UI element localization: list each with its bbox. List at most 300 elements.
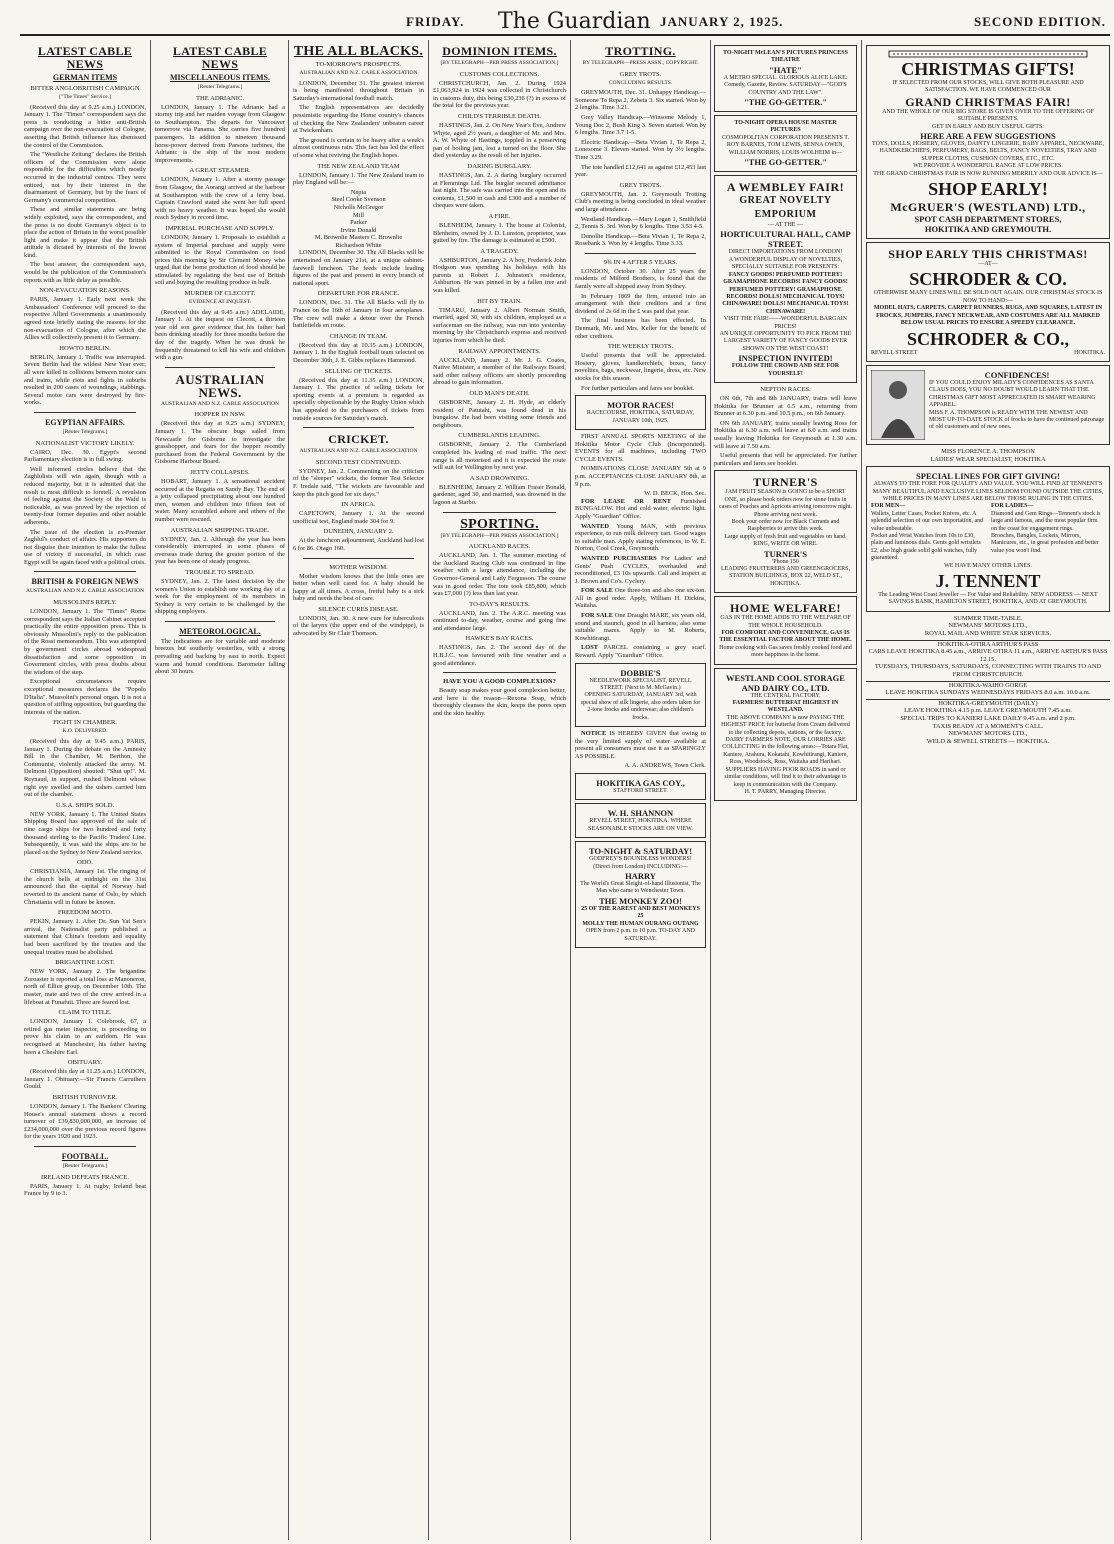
lady-illustration-icon [871, 370, 925, 440]
column-rule [861, 40, 862, 1540]
headline: LATEST CABLE NEWS [172, 44, 268, 71]
ad-title: WESTLAND COOL STORAGE AND DAIRY CO., LTD. [726, 672, 845, 693]
subhead: NATIONALIST VICTORY LIKELY. [35, 439, 135, 447]
ad-text: WE HAVE MANY OTHER LINES. [944, 562, 1032, 569]
subhead: AUCKLAND RACES. [468, 543, 531, 551]
ornament-border-icon [888, 50, 1088, 58]
article-text: The "Westliche Zeitung" declares the British officers of the Commission were alone responsible for the difficulties which mostly occurred in the industrial centres. They were enticed, not by their interest in the disarmament of Germany, but by the fears of Germany's commercial competition. [24, 151, 146, 204]
article-text: The issue of the election is ex-Premier Zaghlul's conduct of affairs. His supporters do not disguise their intention to make the fullest use of victory if successful, in which case Egypt will be again faced with a political crisis. [24, 528, 146, 566]
ad-text: RING, WRITE OR WIRE. [753, 541, 818, 548]
column-rule [150, 40, 151, 1540]
article-text: NEW YORK, January 2. The brigantine Zoroaster is reported a total loss at Manoneron, north of Ellice group, on December 10th. The master, mate and two of the crew arrived in a lifeboat at Funafuti. Three are feared lost. [24, 968, 146, 1006]
issue-day: FRIDAY. [406, 14, 465, 29]
source-line: ["The Times" Service.] [59, 94, 111, 100]
source-line: [Reuter Telegrams.] [197, 84, 243, 90]
ad-text: DAIRY FARMERS NOTE, OUR LORRIES ARE COLLECTING in the following areas:—Totara Flat, Kaniere, Arahura, Kokatahi, Kowhitirangi, Kaniere, Ross, Woodstock, Ross, Waitaha and Harihari. [722, 737, 849, 766]
article-text: Dunollie Handicap.—Beta Vivian 1, Te Repa 2, Rosebank 3. Won by 4 lengths. Time 3.33. [575, 232, 706, 248]
ad-text: OPENING SATURDAY, JANUARY 3rd, with special show of silk lingerie, also orders taken for 2-tone frocks and underwear; also children's frocks. [580, 692, 701, 721]
ad-text: ALWAYS TO THE FORE FOR QUALITY AND VALUE. YOU WILL FIND AT TENNENT'S MANY BEAUTIFUL AND EXCLUSIVE LINES SELDOM FOUND OUTSIDE THE CITIES, WHILE PRICES IN MANY LINES ARE BELOW THOSE RULING IN THE CITIES. [872, 481, 1104, 502]
divider [443, 672, 556, 673]
article-text: CHRISTIANIA, January 1st. The ringing of the church bells at midnight on the 31st announced that the capital of Norway had reverted to its ancient name of Oslo, by which Christiania will in future be known. [24, 868, 146, 906]
ad-text: One three-ton and also one six-ton. All in good order. Apply, William H. Dickins, Waitaha. [575, 587, 706, 610]
ad-text: WELD & SEWELL STREETS — HOKITIKA. [926, 737, 1050, 745]
subhead: FIGHT IN CHAMBER. [53, 719, 117, 727]
subhead: JETTY COLLAPSES. [190, 468, 250, 476]
article-text: The English representatives are decidedly pessimistic regarding the Home country's chances of checking the New Zealanders' unbeaten career at Twickenham. [293, 104, 424, 135]
team-list [293, 189, 424, 250]
ad-text: Book your order now for Black Currants and Raspberries to arrive this week. [731, 518, 840, 533]
ad-title: NEWMANS' MOTORS LTD., [948, 730, 1028, 738]
ad-text: A METRO SPECIAL. GLORIOUS ALICE LAKE. Comedy, Gazette, Review. SATURDAY—"GOD'S COUNTRY AND THE LAW". [723, 74, 848, 96]
ad-text: JAM FRUIT SEASON is GOING to be a SHORT ONE, so please book orders now for stone fruits in cases of Peaches and Apricots arriving tomorrow night. Phone arriving next week. [719, 489, 852, 518]
route-text: LEAVE HOKITIKA 4.15 p.m. LEAVE GREYMOUTH 7.45 a.m. [904, 707, 1072, 715]
gift-list-title: FOR MEN— [871, 503, 906, 510]
ad-text: THE ABOVE COMPANY is now PAYING THE HIGHEST PRICE for butterfat from Cream delivered to the collecting depots, stations, or the factory. [721, 714, 850, 736]
subhead: CHILD'S TERRIBLE DEATH. [458, 112, 541, 120]
source-line: [Reuter Telegrams.] [62, 428, 108, 435]
subhead: A GREAT STEAMER. [189, 167, 251, 175]
ad-text: THE CENTRAL FACTORY. [750, 692, 821, 699]
route-text: SPECIAL TRIPS TO KANIERI LAKE DAILY 9.45 a.m. and 2 p.m. [900, 714, 1076, 722]
route-text: TAXIS READY AT A MOMENT'S CALL. [932, 722, 1044, 730]
ad-text: HOKITIKA. [1074, 349, 1105, 356]
subhead: HIT BY TRAIN. [477, 297, 522, 305]
ad-title: SCHRODER & CO. [909, 269, 1067, 290]
subhead: CUMBERLANDS LEADING. [458, 432, 541, 440]
article-text: Well informed circles believe that the Zaghlulists will win again, though with a reduced majority, but it is admitted that the result is most difficult to foretell. A revulsion of feeling against the Society of the Wafd is noticeable, as was proved by the rejection of twenty-four former deputies and other notable adherents. [24, 465, 146, 526]
route-title: HOKITIKA-WAIHO GORGE [866, 681, 1110, 690]
ad-text: The World's Great Sleight-of-hand Illusionist, The Man who came to Wenchester Town. [580, 881, 701, 895]
ad-title: DOBBIE'S [620, 667, 661, 678]
subhead: A SAD DROWNING. [469, 474, 530, 482]
subhead: THE WEEKLY TROTS. [607, 343, 674, 351]
divider [303, 427, 414, 428]
subhead: GREY TROTS. [619, 181, 662, 189]
ad-text: For Ladies' and Gents' Push CYCLES, overhauled and reconditioned, £3 10s upwards. Call and inspect at J. Brown and Co's. Cyclery. [575, 554, 706, 585]
article-text: LONDON, January 1. After a stormy passage from Glasgow, the Aorangi arrived at the harbour at Southampton with the crew of a ferry boat. Captain Crawford stated she went her full speed with no heavy weather. It was hoped she would reach Sydney in record time. [155, 176, 285, 222]
headline: METEOROLOGICAL. [179, 626, 261, 636]
ad-text: FOR COMFORT AND CONVENIENCE, GAS IS THE ESSENTIAL FACTOR ABOUT THE HOME. [719, 630, 852, 644]
article-text: The best answer, the correspondent says, would be the publication of the Commission's reports with as little delay as possible. [24, 261, 146, 284]
ad-text: OTHERWISE MANY LINES WILL BE SOLD OUT AGAIN. OUR CHRISTMAS STOCK IS NOW TO HAND:— [873, 290, 1103, 304]
article-text: At the luncheon adjournment, Auckland had lost 6 for 86. Otago 160. [293, 537, 424, 552]
ad-text: MODEL HATS, CARPETS, CARPET RUNNERS, RUGS, AND SQUARES, LATEST IN FROCKS, JUMPERS, FANCY NECKWEAR, AND COSTUMES ARE ALL MARKED BELOW USUAL PRICES TO ENSURE A SPEEDY CLEARANCE. [873, 305, 1103, 327]
source-line: AUSTRALIAN AND N.Z. CABLE ASSOCIATION [299, 448, 418, 455]
ad-title: HORTICULTURAL HALL, CAMP STREET. [720, 229, 851, 250]
ad-dobbies [575, 663, 706, 727]
headline: AUSTRALIAN NEWS. [175, 371, 265, 400]
ad-text: — AT THE — [768, 222, 803, 229]
subhead: BRITISH TURNOVER. [52, 1093, 118, 1101]
ad-text: PARCEL containing a grey scarf. Reward. Apply "Guardian" Office. [575, 644, 706, 660]
article-text: PARIS, January 1. Early next week the Ambassadors' Conference will proceed to the respective Allied Governments a unanimously agreed note briefly stating the reasons for the non-evacuation of Cologne, after which the Allies will collectively present it to Germany. [24, 296, 146, 342]
ad-title: FOR SALE [581, 612, 613, 620]
article-text: AUCKLAND, Jan. 2. The A.R.C. meeting was continued to-day, weather, course and going fine and attendance large. [433, 609, 566, 632]
ad-title: TO-NIGHT McLEAN'S PICTURES PRINCESS THEATRE [723, 50, 848, 64]
subhead: MUSSOLINI'S REPLY. [53, 599, 117, 607]
subhead: NON-EVACUATION REASONS. [39, 287, 131, 295]
ad-text: MOLLY THE HUMAN OURANG OUTANG [582, 920, 699, 927]
ad-text: NEEDLEWORK SPECIALIST, REVELL STREET. (Next to M. McGavin.) [589, 677, 692, 692]
article-text: GREYMOUTH, Dec. 31. Unhappy Handicap.—Someone To Repa 2, Zebeta 3. Six started. Won by 2 lengths. Time 3.21. [575, 89, 706, 112]
ad-title: "THE GO-GETTER." [743, 97, 828, 108]
ad-text: NOMINATIONS CLOSE JANUARY 5th at 9 p.m. ACCEPTANCES CLOSE JANUARY 8th, at 9 p.m. [575, 465, 706, 488]
article-text: SYDNEY, Jan. 2. The latest decision by the women's Union to establish one working day of a week for the employment of its members in Sydney is very certain to be challenged by the shipping employers. [155, 577, 285, 616]
column-8 [866, 42, 1110, 1542]
ad-title: MISS FLORENCE A. THOMPSON [941, 447, 1035, 455]
ad-text: WE PROVIDE A WONDERFUL RANGE AT LOW PRICES. [913, 163, 1063, 170]
ad-title: SHOP EARLY! [928, 179, 1048, 200]
ad-text: A WONDERFUL DISPLAY OF NOVELTIES, SPECIALLY SUITABLE FOR PRESENTS: [728, 256, 843, 271]
article-text: SYDNEY, Jan. 2. Commenting on the criticism of the "sleeper" wickets, the former Test Selector F. Iredale said, "The wickets are favourable and keep the pitch good for six days." [293, 467, 424, 498]
ad-text: Useful presents that will be appreciated. For further particulars and fares see booklet. [714, 452, 857, 467]
article-text: (Received this day at 11.35 a.m.) LONDON, January 1. The practice of selling tickets for sporting events at a premium is regarded as specially objectionable by the Rugby Union which has appealed to the purchasers of tickets from outside sources for Saturday's match. [293, 376, 424, 422]
subhead: OLD MAN'S DEATH. [469, 390, 530, 397]
subhead: MISCELLANEOUS ITEMS. [169, 73, 271, 82]
article-text: LONDON, January 1. Proposals to establish a system of Imperial purchase and supply were submitted to the Royal Commission on food prices this morning by Sir Clement Money who urged that the home production of food should be stimulated by regulating the best use of British soil and buying the resulting produce in bulk. [155, 233, 285, 287]
ad-motor-races [575, 395, 706, 430]
ad-title: SCHRODER & CO., [906, 328, 1069, 349]
ad-title: MOTOR RACES! [607, 400, 674, 411]
article-text: These and similar statements are being widely exploited, says the correspondent, and the press is no doubt Germany's object is to place the action of Britain in the worst possible light and make it appear that the British attitude is dictated by interests of the lowest kind. [24, 206, 146, 259]
ad-title: TURNER'S [753, 475, 818, 490]
article-text: (Received this day at 9.45 a.m.) PARIS, January 1. During the debate on the Amnesty Bill in the Chamber, M. Berthon, the Communist, violently attacked the army. M. Delmont (Opposition) shouted: "Shut up!". M. Reynaud, in support, rushed Delmont whose right eye swelled and the ushers carried him out of the chamber. [24, 737, 146, 799]
route-title: HOKITIKA-OTIRA ARTHUR'S PASS [866, 640, 1110, 649]
ad-text: The Leading West Coast Jeweller — For Value and Reliability. NEW ADDRESS — NEXT SAVINGS BANK, HAMILTON STREET, HOKITIKA, AND AT GREYMOUTH. [878, 591, 1098, 606]
ad-title: HERE ARE A FEW SUGGESTIONS [920, 131, 1056, 142]
article-text: LONDON, January 1. The New Zealand team to play England will be:— [293, 171, 424, 187]
subhead: IRELAND DEFEATS FRANCE. [40, 1173, 130, 1181]
article-text: LONDON, Jan. 30. A new cure for tuberculosis of the larynx (the upper end of the windpipe), is advocated by Sir Clair Thomson. [293, 614, 424, 638]
gift-lists [871, 503, 1105, 562]
headline: SPORTING. [460, 516, 539, 532]
ad-text: MISS F. A. THOMPSON is READY WITH THE NEWEST AND MOST UP-TO-DATE STOCK of frocks to have the continued patronage of old customers and of new ones. [929, 409, 1105, 431]
ad-text: LADIES' WEAR SPECIALIST, HOKITIKA [930, 455, 1046, 463]
source-line: AUSTRALIAN AND N.Z. CABLE ASSOCIATION [25, 588, 145, 595]
article-text: BLENHEIM, January 1. The house at Colonist, Blenheim, owned by J. D. Lunston, proprietor, was gutted by fire. The damage is estimated at £500. [433, 221, 566, 245]
article-text: Grey Valley Handicap.—Winsome Melody 1, Young Doc 2, Bush King 3. Seven started. Won by 6 lengths. Time 3.7 1-5. [575, 113, 706, 137]
subhead: ODO. [77, 859, 93, 867]
column-1 [24, 42, 146, 1542]
ad-title: INSPECTION INVITED! [738, 353, 833, 364]
ad-title: A WEMBLEY FAIR! [726, 180, 845, 195]
subhead: SELLING OF TICKETS. [324, 367, 393, 375]
ad-wembley-fair [714, 175, 857, 383]
ad-text: Furnished BUNGALOW. Hot and cold water, electric light. Apply "Guardian" Office. [575, 497, 706, 520]
ad-text: AN UNIQUE OPPORTUNITY TO PICK FROM THE LARGEST VARIETY OF FANCY GOODS EVER SHOWN ON THE WEST COAST! [719, 330, 852, 352]
ad-schroder [866, 242, 1110, 362]
subhead: TROUBLE TO SPREAD. [185, 568, 255, 576]
ad-tennent [866, 466, 1110, 612]
newspaper-title: The Guardian [498, 9, 651, 34]
ad-text: ON 6th, 7th and 8th JANUARY, trains will leave Hokitika for Brunner at 6.5 a.m., returning from Brunner at 6.30 p.m. and 10.5 p.m., on 6th January. [714, 394, 857, 418]
ad-title: HARRY [625, 871, 656, 882]
ad-title: HOKITIKA GAS COY., [596, 778, 685, 789]
article-text: PARIS, January 1. At rugby, Ireland beat France by 9 to 3. [24, 1182, 146, 1198]
headline: CRICKET. [328, 432, 389, 447]
subhead: DEPARTURE FOR FRANCE. [317, 290, 400, 298]
subhead: BITTER ANGLOBRITISH CAMPAIGN [30, 85, 140, 92]
gift-list-text: Wallets, Letter Cases, Pocket Knives, etc. A splendid selection of our own importation, and value unbeatable. [871, 510, 984, 532]
ad-text: H. T. PARRY, Managing Director. [744, 788, 827, 795]
article-text: HOBART, January 1. A sensational accident occurred at the Regatta on Sandy Bay. The end of a jetty collapsed precipitating about one hundred men, women and children into fifteen feet of water. Many scrambled ashore and others of the number were rescued. [155, 477, 285, 523]
article-text: LONDON, December 31. The greatest interest is being manifested throughout Britain in Saturday's international football match. [293, 79, 424, 102]
subhead: CHANGE IN TEAM. [329, 332, 388, 340]
subhead: DUNEDIN, JANUARY 2. [323, 528, 394, 536]
divider [165, 621, 275, 622]
source-line: [Reuter Telegrams.] [62, 1162, 108, 1169]
ad-text: Large supply of fresh fruit and vegetables on hand. [724, 533, 847, 540]
article-text: ASHBURTON, January 2. A boy, Frederick John Hodgson was spending his holidays with his parents at Robert J. Johnston's residence, Ashburton. He was pinned in by a fallen tree and was killed. [433, 256, 566, 295]
subhead: CONCLUDING RESULTS. [608, 79, 673, 86]
ad-title: J. TENNENT [935, 570, 1041, 591]
article-text: LONDON, January 1. The "Times" Rome correspondent says the Italian Cabinet accepted practically the entire opposition press. This is obviously Mussolini's reply to the publication of the Rossi memorandum. This was attempted by government circles abroad widespread dissatisfaction and some opposition in Government circles, with press doubts about the wisdom of the step. [24, 608, 146, 676]
article-text: BLENHEIM, January 2. William Fraser Bonald, gardener, aged 30, and married, was drowned in the lagoon at Starbo. [433, 483, 566, 506]
article-text: The indications are for variable and moderate breezes but southerly westerlies, with a strong prevailing and backing by east to north. Expect warm and humid conditions. Barometer falling about 30 hours. [155, 637, 285, 676]
ad-address [871, 350, 1105, 357]
article-text: Electric Handicap.—Beta Vivian 1, Te Repa 2, Lonesome 3. Eleven started. Won by 3½ lengths. Time 3.29. [575, 138, 706, 161]
article-text: LONDON, Dec. 31. The All Blacks will fly to France on the 16th of January in four aeroplanes. The crew will make a detour over the French battlefields en route. [293, 299, 424, 330]
article-text: The tote handled £12,641 as against £12,453 last year. [575, 163, 706, 179]
ad-title: LOST [581, 644, 599, 652]
ad-text: IS HEREBY GIVEN that owing to the very limited supply of water available at present all consumers must use it as SPARINGLY AS POSSIBLE. [575, 730, 706, 760]
subhead: TO-MORROW'S PROSPECTS. [315, 61, 402, 68]
ad-title: THE MONKEY ZOO! [599, 895, 682, 906]
subhead: MURDER OF CLECOTT. [184, 290, 256, 298]
article-text: HASTINGS, Jan. 2. The second day of the H.B.J.C. was favoured with fine weather and a good attendance. [433, 644, 566, 667]
article-text: Westland Handicap.—Mary Logan 1, Smithfield 2, Tennis S. 3rd. Won by 6 lengths. Time 3.53 4-5. [575, 215, 706, 231]
headline: FOOTBALL. [61, 1151, 109, 1161]
ad-text: 25 OF THE RAREST AND BEST MONKEYS 25 [581, 905, 700, 920]
ad-title: GREAT NOVELTY EMPORIUM [739, 195, 832, 221]
article-text: Mother wisdom knows that the little ones are better when well cared for. A baby should be happy at all times. A cross, fretful baby is a sick baby and needs the best of care. [293, 572, 424, 603]
source-line: [BY TELEGRAPH—PER PRESS ASSOCIATION.] [440, 532, 559, 539]
headline: LATEST CABLE NEWS [37, 44, 133, 71]
ad-title: TURNER'S [764, 548, 807, 559]
subhead: U.S.A. SHIPS SOLD. [55, 801, 115, 809]
column-rule [710, 40, 711, 1540]
ad-text: IF YOU COULD ENJOY MILADY'S CONFIDENCES AS SANTA CLAUS DOES, YOU NO DOUBT WOULD LEARN THAT THE CHRISTMAS GIFT MOST APPRECIATED IS SMART WEARING APPAREL. [929, 379, 1096, 409]
issue-date: JANUARY 2, 1925. [660, 14, 784, 29]
subhead: A TRAGEDY. [480, 247, 519, 255]
divider [34, 571, 136, 572]
ad-text: AND THE WHOLE OF OUR BIG STORE IS GIVEN OVER TO THE OFFERING OF SUITABLE PRESENTS. [882, 108, 1094, 123]
article-text: CAIRO, Dec. 30. Egypt's second Parliamentary election is in full swing. [24, 448, 146, 464]
subhead: GERMAN ITEMS [52, 73, 118, 82]
ad-text: SUPPLIERS HAVING POOR ROADS in sand or similar conditions, will find it to their advantage to keep in communication with the Company. [724, 766, 847, 788]
ad-text: LEADING FRUITERERS AND GREENGROCERS, STATION BUILDINGS, BOX 22, WELD ST., HOKITIKA. [720, 565, 850, 587]
subhead: FREEDOM MOTO. [57, 909, 113, 917]
subhead: SILENCE CURES DISEASE. [318, 605, 399, 613]
divider [34, 412, 136, 413]
article-text: (Received this day at 9.25 a.m.) LONDON, January 1. The "Times" correspondent says the press is conducting a bitter anti-British campaign over the non-evacuation of Cologne, asserting that British influence has dismissed the control of the Commission. [24, 103, 146, 149]
article-text: HASTINGS, Jan. 2. A daring burglary occurred at Flemmings Ltd. The burglar secured admittance last night. The safe was carried into the open and its contents, £1,500 in cash and £300 and a number of cheques were taken. [433, 171, 566, 210]
team-line: Steel Cooke Svenson [331, 196, 386, 204]
article-text: (Received this day at 10.35 a.m.) LONDON, January 1. In the English football team selected on December 30th, J. E. Gibbs replaces Hammond. [293, 341, 424, 364]
headline: TROTTING. [605, 44, 676, 58]
source-line: BY TELEGRAPH—PRESS ASSN., COPYRIGHT. [582, 60, 699, 66]
ad-title: WANTED [581, 522, 610, 530]
article-text: NEW YORK, January 1. The United States Shipping Board has approved of the sale of nine cargo ships for two hundred and forty thousand sterling to the Pacific Traders' Line. Subsequently, it was said the ships are to be placed on the Sydney to New Zealand service. [24, 810, 146, 856]
headline: EGYPTIAN AFFAIRS. [45, 417, 125, 427]
gift-list-text: Brooches, Bangles, Lockets, Mirrors, Manicures, etc., in great profusion and better value you won't find. [991, 532, 1099, 554]
article-text: PEKIN, January 1. After Dr. Sun Yat Sen's arrival, the Nationalist party published a statement that China's freedom and equality had been sacrificed by the treaties and the unequal treaties must be abolished. [24, 918, 146, 956]
subhead: IN AFRICA. [341, 501, 376, 509]
ad-mcgruers-christmas [866, 45, 1110, 239]
ad-title: SPOT CASH DEPARTMENT STORES, [914, 214, 1062, 225]
column-3 [293, 42, 424, 1542]
masthead [20, 0, 1110, 36]
team-line: Irvine Donald [340, 226, 377, 234]
team-line: Mill [352, 211, 364, 219]
article-text: GISBORNE, January 2. The Cumberland completed his leading of road traffic. The next range is all motorised and it is expected the route will suit for Wellington by next year. [433, 441, 566, 472]
subhead: AUSTRALIAN SHIPPING TRADE. [170, 526, 270, 534]
ad-title: SUMMER TIME-TABLE. [953, 614, 1023, 622]
article-text: Exceptional circumstances require exceptional measures declares the "Popolo D'Italia". Mussolini's personal organ. It is not a question of stifling opposition, but guarding the interests of the nation. [24, 678, 146, 716]
subhead: IMPERIAL PURCHASE AND SUPPLY. [165, 224, 275, 232]
article-text: AUCKLAND, January 2. Mr. J. G. Coates, Native Minister, a member of the Railways Board, said other railway officers are shortly proceeding abroad to gain information. [433, 356, 566, 387]
headline: DOMINION ITEMS. [442, 44, 557, 58]
ad-text: —AT— [978, 261, 998, 268]
article-text: The final business has been effected. In Denmark, Mr. and Mrs. Keller for the benefit of other creditors. [575, 317, 706, 340]
ad-text: ROYAL MAIL AND WHITE STAR SERVICES. [924, 629, 1052, 637]
route-text: LEAVE HOKITIKA SUNDAYS WEDNESDAYS FRIDAYS 8.0 a.m. 10.0 a.m. [885, 689, 1091, 697]
ad-text: REVELL STREET [871, 349, 918, 356]
subhead: BRIGANTINE LOST. [55, 959, 115, 967]
subhead: GREY TROTS. [619, 70, 662, 78]
ad-title: NEWMANS' MOTORS LTD., [948, 622, 1028, 630]
ad-text: REVELL STREET, HOKITIKA. WHERE SEASONABLE STOCKS ARE ON VIEW. [588, 818, 693, 832]
article-text: GISBORNE, January 2. H. Hyde, an elderly resident of Patutahi, was found dead in his bungalow. He had been visiting some friends and neighbours. [433, 399, 566, 429]
subhead: HAVE YOU A GOOD COMPLEXION? [443, 678, 556, 686]
article-text: LONDON, October 30. After 25 years the residents of Milford Brothers, is found that the family were all shipped away from Sydney. [575, 267, 706, 291]
ad-turners [714, 470, 857, 593]
ad-home-welfare [714, 596, 857, 664]
team-line: M. Brownlie Masters C. Brownlie [314, 234, 403, 242]
article-text: (Received this day at 11.25 a.m.) LONDON, January 1. Obituary:—Sir Francis Carruthers Gould. [24, 1068, 146, 1091]
ad-text: FIRST ANNUAL SPORTS MEETING of the Hokitika Motor Cycle Club (Incorporated). EVENTS for all machines, including TWO CYCLE EVENTS. [575, 433, 706, 463]
ad-westland-dairy [714, 668, 857, 802]
ad-text: 'Phone 150 [772, 558, 799, 565]
subhead: K.O. DELIVERED. [62, 728, 108, 735]
subhead: THE ADRIANIC. [196, 94, 244, 102]
ad-thompson-confidences [866, 365, 1110, 445]
ad-text: GODFREY'S BOUNDLESS WONDERS! (Direct from London) INCLUDING:— [589, 856, 692, 870]
gift-list-title: FOR LADIES— [991, 503, 1034, 510]
ad-mclean-pictures [714, 45, 857, 112]
article-text: BERLIN, January 1. Traffic was interrupted. Seven Berlin had the wildest New Year ever; all were killed in collisions between motor cars and trains, while riots and fights in suburbs resulted in 200 cases of woundings, stabbings. Several motor cars were destroyed by fire-works. [24, 353, 146, 407]
column-4 [433, 42, 566, 1542]
article-text: (Received this day at 9.25 a.m.) SYDNEY, January 1. The obscure bugs sailed from Newcastle for Gisborne to investigate the grasshopper, and fears for the hopper recently purchased from the Federal Government by the Gisborne Harbour Board. [155, 420, 285, 466]
ad-title: FOR SALE [581, 587, 614, 595]
article-text: CHRISTCHURCH, Jan. 2. During 1924 £1,063,924 in 1924 was collected in Christchurch in customs duty, this being £30,236 (?) in excess of the total for the previous year. [433, 79, 566, 110]
ad-godfrey [575, 841, 706, 948]
subhead: HOWTO BERLIN. [59, 344, 111, 352]
ad-title: HOME WELFARE! [729, 601, 842, 616]
source-line: AUSTRALIAN AND N.Z. CABLE ASSOCIATION [160, 400, 280, 407]
subhead: THE NEW ZEALAND TEAM [317, 162, 400, 170]
article-text: LONDON, December 30. The All Blacks will be entertained on January 21st, at a unique cabinet-farewell luncheon. The feeds include leading figures of the past and present in every branch of national sport. [293, 249, 424, 287]
column-2 [155, 42, 285, 1542]
column-6 [714, 42, 857, 1542]
route-title: HOKITIKA-GREYMOUTH (DAILY) [866, 699, 1110, 708]
ad-text: GAS IN THE HOME ADDS TO THE WELFARE OF THE WHOLE HOUSEHOLD. [720, 615, 851, 629]
ad-gas-company [575, 773, 706, 800]
ad-shannon [575, 803, 706, 838]
ad-text: Young MAN, with previous experience, to run milk delivery cart. Good wages to suitable man. Apply stating references, to W. E. Norton, Cool Creek, Greymouth. [575, 522, 706, 553]
source-line: [BY TELEGRAPH—PER PRESS ASSOCIATION.] [440, 60, 559, 66]
ad-title: WANTED PURCHASERS [581, 554, 657, 562]
article-text: CAPETOWN, January 1. At the second unofficial test, England made 304 for 9. [293, 510, 424, 525]
subhead: A FIRE. [488, 212, 511, 220]
ad-title: CHRISTMAS GIFTS! [901, 59, 1075, 79]
divider [165, 367, 275, 368]
headline: THE ALL BLACKS. [293, 44, 424, 59]
subhead: NEPTON RACES. [760, 385, 811, 393]
ad-title: "HATE" [769, 64, 802, 75]
ad-title: CONFIDENCES! [984, 369, 1050, 380]
subhead: HAWKE'S BAY RACES. [465, 635, 534, 643]
ad-signature: W. D. BECK, Hon. Sec. [644, 490, 706, 498]
article-text: AUCKLAND, Jan. 1. The summer meeting of the Auckland Racing Club was continued in fine weather with a large attendance, including the Governor-General and Lady Fergusson. The course was in good order. The tote took £85,800, which was £7,000 (?) less than last year. [433, 552, 566, 598]
ad-title: TO-NIGHT & SATURDAY! [588, 846, 693, 857]
ad-title: "THE GO-GETTER." [743, 157, 828, 168]
subhead: RAILWAY APPOINTMENTS. [458, 347, 541, 355]
article-text: HASTINGS, Jan. 2. On New Year's Eve, Andrew Whyte, aged 2½ years, a daughter of Mr. and Mrs. A. W. Whyte of Hastings, toppled in a preserving pan of boiling jam, lost a turned on the floor. She died yesterday as the result of her injuries. [433, 121, 566, 160]
source-line: AUSTRALIAN AND N.Z. CABLE ASSOCIATION [299, 70, 418, 76]
column-rule [288, 40, 289, 1540]
subhead: EVIDENCE AT INQUEST. [188, 299, 252, 306]
gift-list-text: Pocket and Wrist Watches from 10s to £30, plain and luminous dials. Gents gold wristlets £2, also high grade solid gold watches, fully guaranteed. [871, 532, 981, 562]
ad-newmans [866, 615, 1110, 746]
subhead: 9¾ IN 4 AFTER 5 YEARS. [603, 258, 678, 266]
article-text: TIMARU, January 2. Albert Norman Smith, married, aged 30, with six children, employed as a surfaceman on the railway, was run into yesterday morning by the Christchurch express and received injuries from which he died. [433, 306, 566, 345]
ad-text: THE GRAND CHRISTMAS FAIR IS NOW RUNNING MERRILY AND OUR ADVICE IS— [873, 170, 1103, 177]
ad-text: ON 6th JANUARY, trains usually leaving Ross for Hokitika at 6.30 a.m. will leave at 6.0 a.m. and trains usually leaving Hokitika for Greymouth at 1.30 a.m. will leave at 7.50 a.m. [714, 419, 857, 450]
ad-title: W. H. SHANNON [607, 808, 674, 819]
route-text: CARS LEAVE HOKITIKA 8.45 a.m., ARRIVE OTIRA 11 a.m., ARRIVE ARTHUR'S PASS 12.15. [868, 648, 1108, 663]
ad-title: TO-NIGHT OPERA HOUSE MASTER PICTURES [734, 120, 837, 134]
team-line: Nicholls McGregor [333, 203, 384, 211]
subhead: SECOND TEST CONTINUED. [315, 458, 402, 466]
column-rule [428, 40, 429, 1540]
subhead: DARING BURGLARY. [467, 162, 532, 170]
subhead: CUSTOMS COLLECTIONS. [459, 70, 540, 78]
ad-signature: A. A. ANDREWS, Town Clerk. [624, 762, 706, 770]
ad-title: FOR LEASE OR RENT [581, 497, 671, 505]
divider [34, 1146, 136, 1147]
ad-text: VISIT THE FAIR!——WONDERFUL BARGAIN PRICES! [723, 316, 848, 330]
ad-title: GRAND CHRISTMAS FAIR! [905, 94, 1071, 109]
article-text: LONDON, January 1. Colebrook, 67, a retired gas meter inspector, is proceeding to prove his claim to an earldom. He was recognised at Manchester, his father having been a Cheshire Earl. [24, 1018, 146, 1056]
column-rule [570, 40, 571, 1540]
ad-title: SHOP EARLY THIS CHRISTMAS! [888, 247, 1088, 262]
ad-text: IF SELECTED FROM OUR STOCKS, WILL GIVE BOTH PLEASURE AND SATISFACTION. WE HAVE COMMENCED OUR [892, 80, 1084, 94]
ad-text: DIRECT IMPORTATIONS FROM LONDON! [728, 249, 843, 256]
article-text: LONDON, January 1. The Adrianic had a stormy trip and her maiden voyage from Glasgow to Southampton. The departs for Vancouver tomorrow via Panama. She carries five hundred passengers. In addition to nineteen thousand horse-power derived from Parsons turbines, the Adrianic is the ship of the most modern improvements. [155, 103, 285, 164]
gift-list-ladies [991, 503, 1105, 562]
article-text: GREYMOUTH, Jan. 2. Greymouth Trotting Club's meeting is being concluded in ideal weather and large attendance. [575, 190, 706, 213]
subhead: OBITUARY. [67, 1059, 103, 1067]
ad-title: SPECIAL LINES FOR GIFT GIVING! [916, 471, 1060, 482]
article-text: Beauty soap makes your good complexion better, and here is the reason—Rexona Soap, which thoroughly cleanses the skin, keeps the pores open and the skin healthy. [433, 687, 566, 718]
ad-text: RACECOURSE, HOKITIKA, SATURDAY, JANUARY 10th, 1925. [586, 410, 695, 424]
route-text: TUESDAYS, THURSDAYS, SATURDAYS, CONNECTING WITH TRAINS TO AND FROM CHRISTCHURCH. [874, 663, 1102, 678]
article-text: (Received this day at 9.45 a.m.) ADELAIDE, January 1. At the inquest on Clecott, a thirteen year old son gave evidence that his father had been drinking steadily for three months before the day of the tragedy. When he was drunk he frequently threatened to kill his wife and children with a gun. [155, 308, 285, 362]
gift-list-men [871, 503, 985, 562]
team-line: Richardson White [335, 241, 382, 249]
ad-opera-house [714, 115, 857, 172]
